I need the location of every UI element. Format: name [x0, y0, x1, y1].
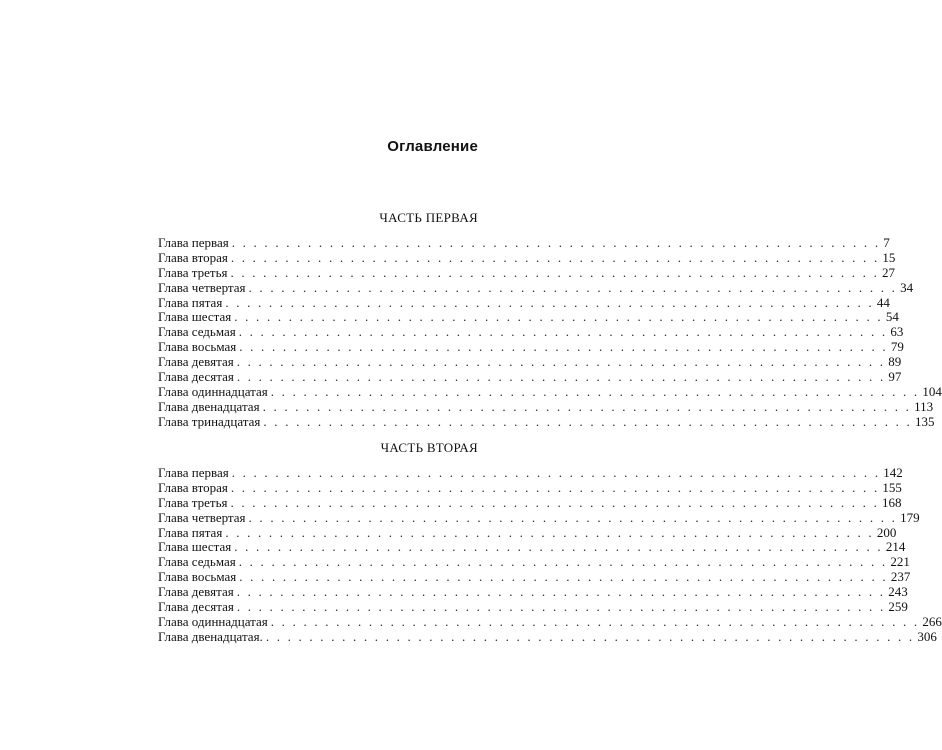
- dot-leader: . . . . . . . . . . . . . . . . . . . . . . . . . . . . . . . . . . . . . . . . . . . . . . . . . . . . . . . . . . . .: [230, 264, 880, 280]
- toc-entry: [158, 599, 908, 615]
- dot-leader: . . . . . . . . . . . . . . . . . . . . . . . . . . . . . . . . . . . . . . . . . . . . . . . . . . . . . . . . . . . .: [236, 584, 886, 600]
- page-number: 27: [882, 264, 896, 280]
- chapter-title: Глава пятая: [158, 294, 223, 310]
- toc-entry: [158, 383, 942, 400]
- chapter-title: Глава первая: [158, 235, 229, 250]
- page-number: 97: [888, 369, 902, 385]
- toc-entries: [158, 235, 942, 430]
- chapter-title: Глава двенадцатая: [158, 398, 260, 414]
- dot-leader: . . . . . . . . . . . . . . . . . . . . . . . . . . . . . . . . . . . . . . . . . . . . . . . . . . . . . . . . . . . .: [234, 539, 883, 555]
- chapter-title: Глава тринадцатая: [158, 413, 261, 429]
- chapter-title: Глава девятая: [158, 584, 234, 600]
- chapter-title: Глава первая: [158, 465, 229, 480]
- toc-entry: [158, 264, 896, 281]
- toc-entry: [158, 309, 899, 325]
- toc-entry: [158, 494, 902, 511]
- toc-entry: [158, 354, 902, 370]
- chapter-title: Глава седьмая: [158, 554, 236, 570]
- page-number: 200: [876, 524, 897, 540]
- toc-entry: [158, 398, 934, 415]
- toc-entry: [158, 235, 890, 251]
- page-number: 259: [888, 599, 908, 615]
- page-number: 89: [888, 354, 902, 370]
- dot-leader: . . . . . . . . . . . . . . . . . . . . . . . . . . . . . . . . . . . . . . . . . . . . . . . . . . . . . . . . . . . .: [270, 383, 920, 399]
- dot-leader: . . . . . . . . . . . . . . . . . . . . . . . . . . . . . . . . . . . . . . . . . . . . . . . . . . . . . . . . . . . .: [262, 398, 912, 414]
- dot-leader: . . . . . . . . . . . . . . . . . . . . . . . . . . . . . . . . . . . . . . . . . . . . . . . . . . . . . . . . . . . .: [231, 465, 881, 480]
- chapter-title: Глава седьмая: [158, 324, 236, 340]
- chapter-title: Глава десятая: [158, 599, 234, 615]
- chapter-title: Глава пятая: [158, 524, 223, 540]
- toc-entry: [158, 465, 903, 481]
- dot-leader: . . . . . . . . . . . . . . . . . . . . . . . . . . . . . . . . . . . . . . . . . . . . . . . . . . . . . . . . . . . .: [236, 354, 886, 370]
- toc-part-2: [158, 440, 942, 645]
- dot-leader: . . . . . . . . . . . . . . . . . . . . . . . . . . . . . . . . . . . . . . . . . . . . . . . . . . . . . . . . . . . .: [234, 309, 883, 325]
- page-number: 135: [914, 413, 935, 429]
- page-number: 34: [900, 279, 914, 295]
- page-number: 243: [888, 584, 908, 600]
- page-number: 7: [883, 235, 890, 250]
- toc-entry: [158, 524, 897, 541]
- page-number: 142: [883, 465, 903, 480]
- page-title: Оглавление: [387, 138, 478, 155]
- toc-entries: [158, 465, 942, 645]
- part-heading: ЧАСТЬ ПЕРВАЯ: [379, 210, 478, 225]
- toc-entry: [158, 539, 906, 555]
- toc-entry: [158, 339, 904, 355]
- page-number: 15: [882, 249, 896, 265]
- dot-leader: . . . . . . . . . . . . . . . . . . . . . . . . . . . . . . . . . . . . . . . . . . . . . . . . . . . . . . . . . . . .: [225, 294, 874, 310]
- dot-leader: . . . . . . . . . . . . . . . . . . . . . . . . . . . . . . . . . . . . . . . . . . . . . . . . . . . . . . . . . . . .: [265, 628, 915, 644]
- chapter-title: Глава вторая: [158, 249, 228, 265]
- dot-leader: . . . . . . . . . . . . . . . . . . . . . . . . . . . . . . . . . . . . . . . . . . . . . . . . . . . . . . . . . . . .: [238, 324, 888, 340]
- toc-entry: [158, 369, 902, 385]
- chapter-title: Глава шестая: [158, 539, 232, 555]
- chapter-title: Глава вторая: [158, 479, 228, 495]
- chapter-title: Глава восьмая: [158, 339, 237, 355]
- chapter-title: Глава четвертая: [158, 509, 246, 525]
- page-number: 237: [890, 569, 911, 585]
- toc-entry: [158, 279, 914, 296]
- page-number: 168: [882, 494, 902, 510]
- dot-leader: . . . . . . . . . . . . . . . . . . . . . . . . . . . . . . . . . . . . . . . . . . . . . . . . . . . . . . . . . . . .: [248, 509, 898, 525]
- toc-entry: [158, 584, 908, 600]
- dot-leader: . . . . . . . . . . . . . . . . . . . . . . . . . . . . . . . . . . . . . . . . . . . . . . . . . . . . . . . . . . . .: [239, 569, 888, 585]
- page-number: 306: [917, 628, 937, 644]
- page-number: 63: [890, 324, 904, 340]
- page-number: 266: [922, 613, 942, 629]
- dot-leader: . . . . . . . . . . . . . . . . . . . . . . . . . . . . . . . . . . . . . . . . . . . . . . . . . . . . . . . . . . . .: [225, 524, 874, 540]
- chapter-title: Глава третья: [158, 264, 228, 280]
- page-number: 179: [900, 509, 920, 525]
- chapter-title: Глава восьмая: [158, 569, 237, 585]
- page-number: 113: [914, 398, 934, 414]
- toc-part-1: [158, 210, 942, 430]
- page-number: 155: [882, 479, 902, 495]
- page-number: 104: [922, 383, 942, 399]
- chapter-title: Глава третья: [158, 494, 228, 510]
- page-number: 54: [885, 309, 899, 325]
- toc-entry: [158, 294, 890, 311]
- toc-entry: [158, 413, 935, 430]
- chapter-title: Глава девятая: [158, 354, 234, 370]
- dot-leader: . . . . . . . . . . . . . . . . . . . . . . . . . . . . . . . . . . . . . . . . . . . . . . . . . . . . . . . . . . . .: [230, 479, 880, 495]
- part-heading: ЧАСТЬ ВТОРАЯ: [380, 440, 478, 455]
- toc-entry: [158, 569, 911, 585]
- dot-leader: . . . . . . . . . . . . . . . . . . . . . . . . . . . . . . . . . . . . . . . . . . . . . . . . . . . . . . . . . . . .: [270, 613, 920, 629]
- toc-entry: [158, 249, 896, 266]
- dot-leader: . . . . . . . . . . . . . . . . . . . . . . . . . . . . . . . . . . . . . . . . . . . . . . . . . . . . . . . . . . . .: [238, 554, 888, 570]
- toc-entry: [158, 479, 902, 496]
- chapter-title: Глава одиннадцатая: [158, 613, 268, 629]
- page-number: 44: [876, 294, 890, 310]
- toc-entry: [158, 613, 942, 630]
- dot-leader: . . . . . . . . . . . . . . . . . . . . . . . . . . . . . . . . . . . . . . . . . . . . . . . . . . . . . . . . . . . .: [236, 369, 886, 385]
- dot-leader: . . . . . . . . . . . . . . . . . . . . . . . . . . . . . . . . . . . . . . . . . . . . . . . . . . . . . . . . . . . .: [230, 494, 880, 510]
- page-number: 79: [890, 339, 904, 355]
- dot-leader: . . . . . . . . . . . . . . . . . . . . . . . . . . . . . . . . . . . . . . . . . . . . . . . . . . . . . . . . . . . .: [239, 339, 888, 355]
- toc-entry: [158, 324, 904, 340]
- chapter-title: Глава двенадцатая.: [158, 628, 263, 644]
- chapter-title: Глава одиннадцатая: [158, 383, 268, 399]
- toc-entry: [158, 554, 910, 570]
- chapter-title: Глава десятая: [158, 369, 234, 385]
- toc-entry: [158, 509, 920, 526]
- chapter-title: Глава шестая: [158, 309, 232, 325]
- dot-leader: . . . . . . . . . . . . . . . . . . . . . . . . . . . . . . . . . . . . . . . . . . . . . . . . . . . . . . . . . . . .: [248, 279, 898, 295]
- dot-leader: . . . . . . . . . . . . . . . . . . . . . . . . . . . . . . . . . . . . . . . . . . . . . . . . . . . . . . . . . . . .: [263, 413, 912, 429]
- page-number: 221: [890, 554, 910, 570]
- dot-leader: . . . . . . . . . . . . . . . . . . . . . . . . . . . . . . . . . . . . . . . . . . . . . . . . . . . . . . . . . . . .: [231, 235, 881, 250]
- page-number: 214: [885, 539, 906, 555]
- chapter-title: Глава четвертая: [158, 279, 246, 295]
- toc-entry: [158, 628, 937, 645]
- dot-leader: . . . . . . . . . . . . . . . . . . . . . . . . . . . . . . . . . . . . . . . . . . . . . . . . . . . . . . . . . . . .: [230, 249, 880, 265]
- dot-leader: . . . . . . . . . . . . . . . . . . . . . . . . . . . . . . . . . . . . . . . . . . . . . . . . . . . . . . . . . . . .: [236, 599, 886, 615]
